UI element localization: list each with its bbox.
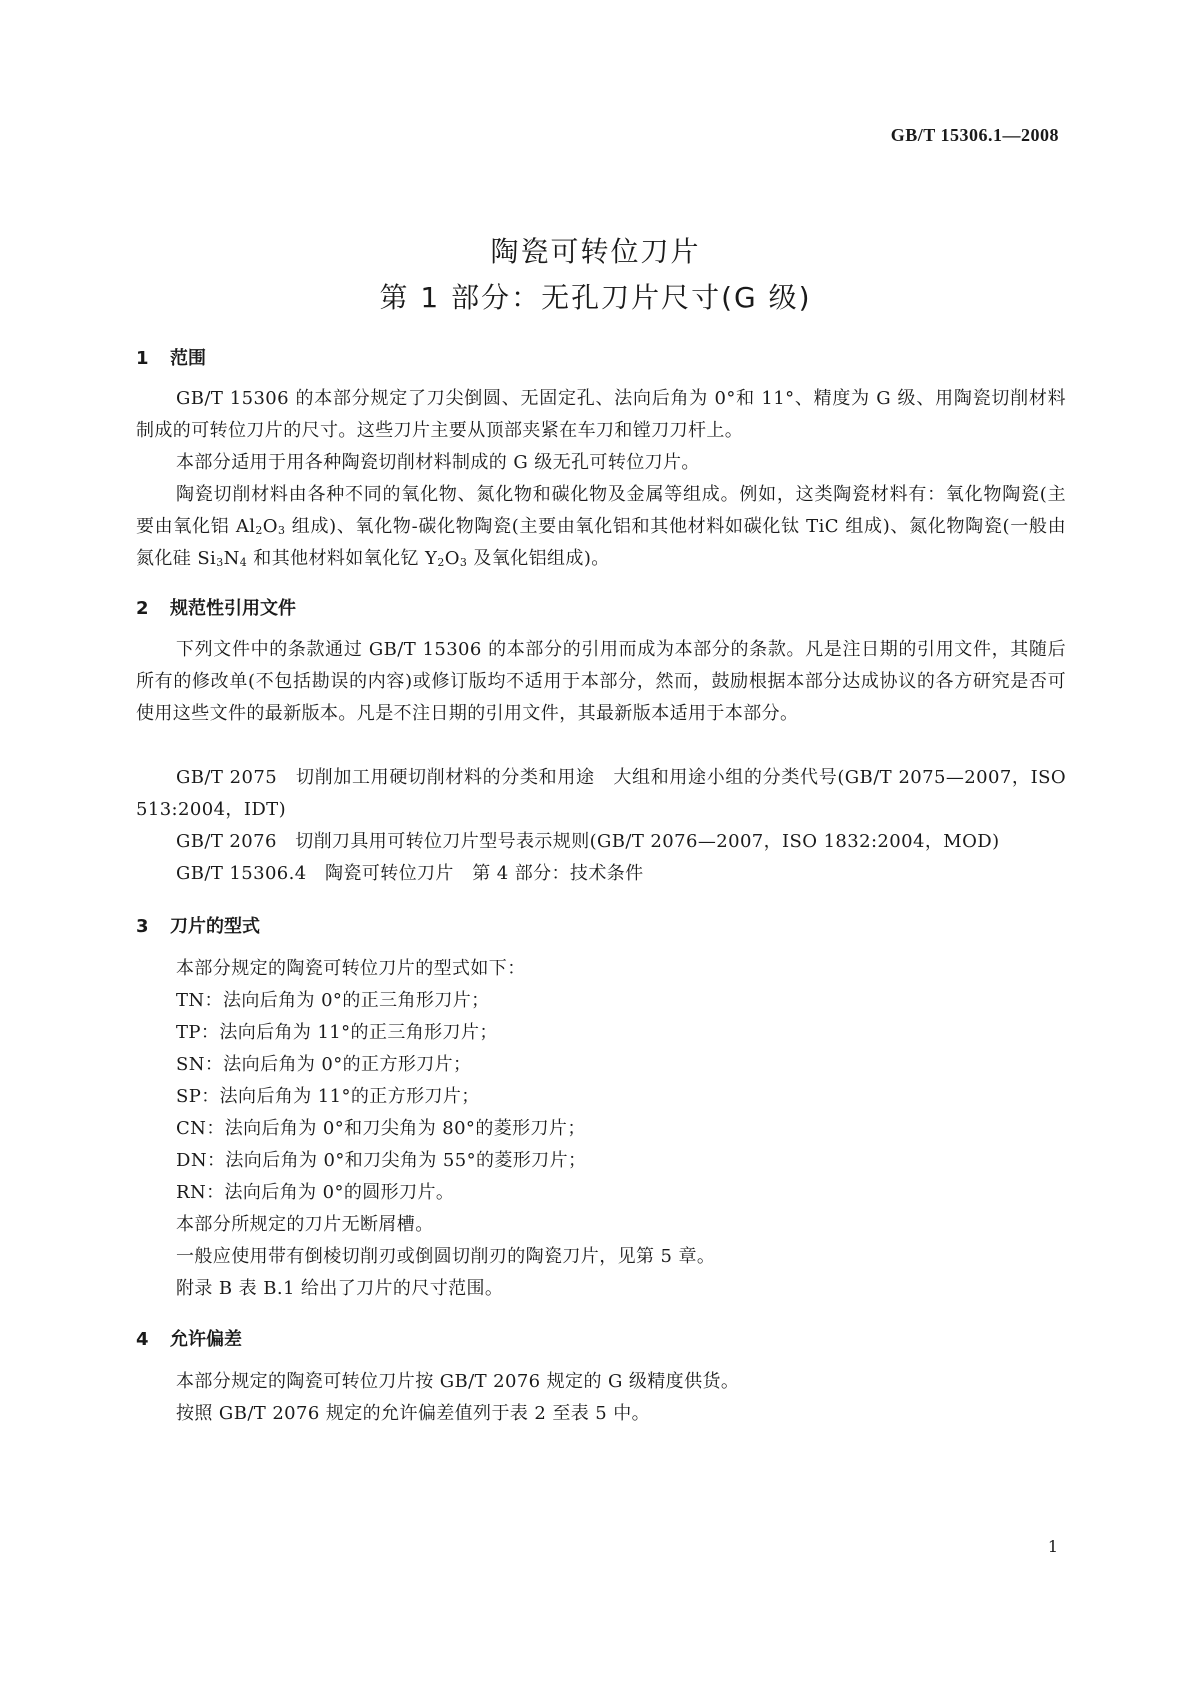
insert-type-item: SP：法向后角为 11°的正方形刀片； <box>176 1086 480 1107</box>
text-run: 陶瓷切削材料由各种不同的氧化物、氮化物和碳化物及金属等组成。例如，这类陶瓷材料有：氧化物陶瓷(主要由氧化铝 Al <box>136 484 1066 538</box>
page-number: 1 <box>1047 1537 1058 1556</box>
scope-paragraph-3 <box>136 479 1066 576</box>
section-heading-tolerances <box>136 1325 242 1351</box>
section-title: 刀片的型式 <box>170 916 260 937</box>
insert-type-item: DN：法向后角为 0°和刀尖角为 55°的菱形刀片； <box>176 1150 587 1171</box>
reference-item: GB/T 2076 切削刀具用可转位刀片型号表示规则(GB/T 2076—2007，ISO 1832:2004，MOD) <box>176 831 1000 852</box>
section-title: 范围 <box>170 348 206 369</box>
text-run: O <box>444 548 460 570</box>
section-title: 允许偏差 <box>170 1329 242 1350</box>
section-heading-insert-types <box>136 912 260 938</box>
section-number: 2 <box>136 598 149 619</box>
section-heading-scope <box>136 344 206 370</box>
text-run: 及氧化铝组成)。 <box>467 548 610 570</box>
insert-type-item: SN：法向后角为 0°的正方形刀片； <box>176 1054 472 1075</box>
subscript: 3 <box>459 556 468 570</box>
subscript: 3 <box>216 556 224 570</box>
reference-item: GB/T 2075 切削加工用硬切削材料的分类和用途 大组和用途小组的分类代号(GB/T 2075—2007，ISO 513:2004，IDT) <box>136 767 1066 821</box>
text-line: 一般应使用带有倒棱切削刃或倒圆切削刃的陶瓷刀片，见第 5 章。 <box>176 1246 716 1267</box>
text-line: 本部分规定的陶瓷可转位刀片的型式如下： <box>176 958 526 979</box>
document-title: 陶瓷可转位刀片 <box>490 235 701 268</box>
section-title: 规范性引用文件 <box>170 598 296 619</box>
subscript: 2 <box>437 556 445 570</box>
subscript: 4 <box>239 556 248 570</box>
text-line: 本部分所规定的刀片无断屑槽。 <box>176 1214 434 1235</box>
document-subtitle: 第 1 部分：无孔刀片尺寸(G 级) <box>379 281 812 314</box>
text-line: 附录 B 表 B.1 给出了刀片的尺寸范围。 <box>176 1278 504 1299</box>
references-intro-paragraph: 下列文件中的条款通过 GB/T 15306 的本部分的引用而成为本部分的条款。凡是注日期的引用文件，其随后所有的修改单(不包括勘误的内容)或修订版均不适用于本部分，然而，鼓励根据本部分达成协议的各方研究是否可使用这些文件的最新版本。凡是不注日期的引用文件，其最新版本适用于本部分。 <box>136 639 1066 725</box>
section-number: 4 <box>136 1329 149 1350</box>
text-run: 组成)、氧化物-碳化物陶瓷(主要由氧化铝和其他材料如碳化钛 TiC 组成)、氮化物陶瓷(一般由氮化硅 Si <box>136 516 1066 570</box>
subscript: 3 <box>277 524 286 538</box>
section-heading-normative-references <box>136 594 296 620</box>
section-number: 1 <box>136 348 149 369</box>
scope-paragraph-2: 本部分适用于用各种陶瓷切削材料制成的 G 级无孔可转位刀片。 <box>176 452 700 473</box>
text-line: 本部分规定的陶瓷可转位刀片按 GB/T 2076 规定的 G 级精度供货。 <box>176 1371 740 1392</box>
text-run: 和其他材料如氧化钇 Y <box>247 548 438 570</box>
subscript: 2 <box>255 524 263 538</box>
scope-paragraph-1: GB/T 15306 的本部分规定了刀尖倒圆、无固定孔、法向后角为 0°和 11°、精度为 G 级、用陶瓷切削材料制成的可转位刀片的尺寸。这些刀片主要从顶部夹紧在车刀和镗刀刀杆上。 <box>136 388 1066 442</box>
insert-type-item: RN：法向后角为 0°的圆形刀片。 <box>176 1182 455 1203</box>
insert-type-item: TP：法向后角为 11°的正三角形刀片； <box>176 1022 498 1043</box>
standard-code: GB/T 15306.1—2008 <box>890 125 1059 145</box>
text-line: 按照 GB/T 2076 规定的允许偏差值列于表 2 至表 5 中。 <box>176 1403 651 1424</box>
text-run: N <box>223 548 240 570</box>
insert-type-item: CN：法向后角为 0°和刀尖角为 80°的菱形刀片； <box>176 1118 586 1139</box>
insert-type-item: TN：法向后角为 0°的正三角形刀片； <box>176 990 490 1011</box>
section-number: 3 <box>136 916 149 937</box>
text-run: O <box>262 516 278 538</box>
reference-item: GB/T 15306.4 陶瓷可转位刀片 第 4 部分：技术条件 <box>176 863 644 884</box>
